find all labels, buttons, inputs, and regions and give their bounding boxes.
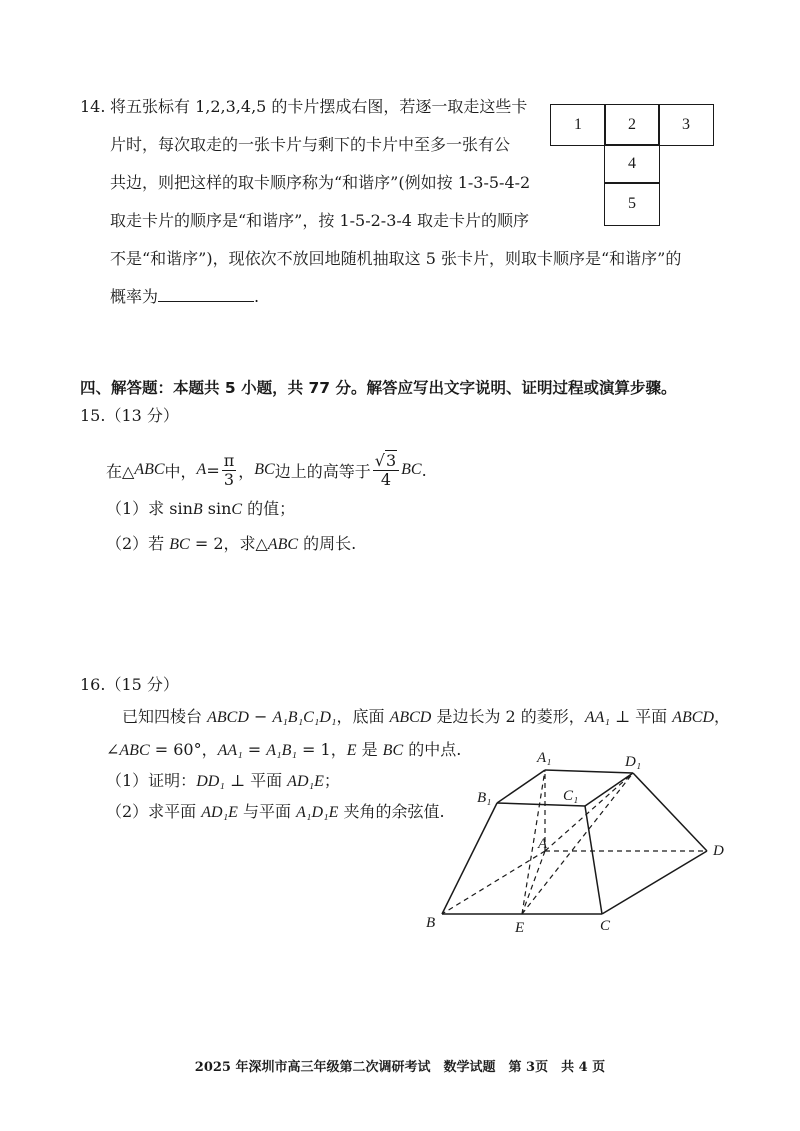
section-4-heading: 四、解答题：本题共 5 小题，共 77 分。解答应写出文字说明、证明过程或演算步骤。 xyxy=(80,379,677,397)
label-B1: B₁ xyxy=(477,790,492,806)
card-2: 2 xyxy=(604,104,660,146)
edge-A1-D1 xyxy=(545,770,633,773)
q15-sub-1: （1）求 sinB sinC 的值； xyxy=(106,499,296,518)
q14-line-5: 不是“和谐序”)，现依次不放回地随机抽取这 5 张卡片，则取卡顺序是“和谐序”的 xyxy=(110,249,682,268)
edge-B-B1 xyxy=(442,803,497,914)
q16-line-1: 已知四棱台 ABCD − A₁B₁C₁D₁，底面 ABCD 是边长为 2 的菱形，AA₁ ⊥ 平面 ABCD， xyxy=(122,707,731,726)
q15-stem: 在△ ABC 中， A = $\frac{\pi}{3}$ ， BC 边上的高等于 $\frac{√3}{4}$ BC . xyxy=(106,450,427,489)
q16-sub-2: （2）求平面 AD₁E 与平面 A₁D₁E 夹角的余弦值. xyxy=(106,802,445,821)
q16-points: （15 分） xyxy=(105,675,179,694)
q14-line-6-prefix: 概率为 xyxy=(110,287,159,306)
q14-line-3: 共边，则把这样的取卡顺序称为“和谐序”(例如按 1-3-5-4-2 xyxy=(110,173,531,192)
q16-line-2: ∠ABC = 60°，AA₁ = A₁B₁ = 1，E 是 BC 的中点. xyxy=(106,740,462,759)
label-C1: C₁ xyxy=(563,788,579,804)
card-1: 1 xyxy=(550,104,606,146)
edge-C-D xyxy=(602,851,707,914)
label-D: D xyxy=(713,843,724,859)
edge-C-C1 xyxy=(585,806,602,914)
label-B: B xyxy=(426,915,436,931)
q15-sub-2: （2）若 BC = 2，求△ABC 的周长. xyxy=(106,534,357,553)
label-C: C xyxy=(600,918,611,934)
card-5: 5 xyxy=(604,182,660,226)
q15-number: 15. xyxy=(80,406,106,425)
q14-line-1: 将五张标有 1,2,3,4,5 的卡片摆成右图，若逐一取走这些卡 xyxy=(110,97,528,116)
label-A1: A₁ xyxy=(537,750,552,766)
q14-number: 14. xyxy=(80,97,106,116)
fraction-sqrt3-over-4: $\frac{√3}{4}$ xyxy=(373,452,399,489)
card-3: 3 xyxy=(658,104,714,146)
edge-A-E xyxy=(522,851,545,914)
page-footer: 2025 年深圳市高三年级第二次调研考试 数学试题 第 3页 共 4 页 xyxy=(194,1060,606,1075)
edge-A-D1 xyxy=(545,773,633,851)
q14-line-6-suffix: . xyxy=(254,287,260,306)
edge-C1-D1 xyxy=(585,773,633,806)
label-D1: D₁ xyxy=(625,754,642,770)
card-4: 4 xyxy=(604,144,660,184)
q16-sub-1: （1）证明：DD₁ ⊥ 平面 AD₁E； xyxy=(106,771,340,790)
edge-A1-B1 xyxy=(497,770,545,803)
q14-line-4: 取走卡片的顺序是“和谐序”，按 1-5-2-3-4 取走卡片的顺序 xyxy=(110,211,530,230)
label-E: E xyxy=(515,920,525,936)
label-A: A xyxy=(538,836,548,852)
q16-number: 16. xyxy=(80,675,106,694)
edge-D-D1 xyxy=(633,773,707,851)
fraction-pi-over-3: $\frac{\pi}{3}$ xyxy=(223,450,235,489)
q15-points: （13 分） xyxy=(105,406,179,425)
q14-line-2: 片时，每次取走的一张卡片与剩下的卡片中至多一张有公 xyxy=(110,135,511,154)
